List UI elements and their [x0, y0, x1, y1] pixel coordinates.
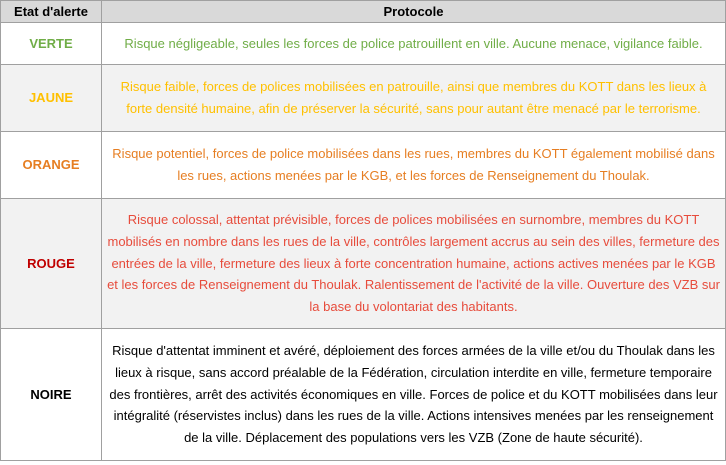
table-row-noire: [1, 329, 726, 461]
protocol-noire: Risque d'attentat imminent et avéré, déploiement des forces armées de la ville et/ou du Thoulak dans les lieux à risque, sans accord préalable de la Fédération, circulation interdite en ville, fermeture temporaire des frontières, arrêt des activités économiques en ville. Forces de police et du KOTT mobilisées dans leur intégralité (réservistes inclus) dans les rues de la ville. Actions intensives menées par les renseignement de la ville. Déplacement des populations vers les VZB (Zone de haute sécurité).: [102, 329, 726, 461]
level-orange: ORANGE: [1, 132, 102, 199]
table-row-rouge: [1, 199, 726, 329]
level-rouge: ROUGE: [1, 199, 102, 329]
protocol-orange: Risque potentiel, forces de police mobilisées dans les rues, membres du KOTT également mobilisé dans les rues, actions menées par le KGB, et les forces de Renseignement du Thoulak.: [102, 132, 726, 199]
table-row-verte: [1, 23, 726, 65]
level-verte: VERTE: [1, 23, 102, 65]
header-protocole: Protocole: [102, 1, 726, 23]
header-etat-alerte: Etat d'alerte: [1, 1, 102, 23]
table-row-jaune: [1, 65, 726, 132]
level-noire: NOIRE: [1, 329, 102, 461]
protocol-verte: Risque négligeable, seules les forces de police patrouillent en ville. Aucune menace, vigilance faible.: [102, 23, 726, 65]
protocol-rouge: Risque colossal, attentat prévisible, forces de polices mobilisées en surnombre, membres du KOTT mobilisés en nombre dans les rues de la ville, contrôles largement accrus au sein des villes, fermeture des entrées de la ville, fermeture des lieux à forte concentration humaine, actions actives menées par le KGB et les forces de Renseignement du Thoulak. Ralentissement de l'activité de la ville. Ouverture des VZB sur la base du volontariat des habitants.: [102, 199, 726, 329]
protocol-jaune: Risque faible, forces de polices mobilisées en patrouille, ainsi que membres du KOTT dans les lieux à forte densité humaine, afin de préserver la sécurité, sans pour autant être menacé par le terrorisme.: [102, 65, 726, 132]
level-jaune: JAUNE: [1, 65, 102, 132]
header-row: [1, 1, 726, 23]
table-row-orange: [1, 132, 726, 199]
